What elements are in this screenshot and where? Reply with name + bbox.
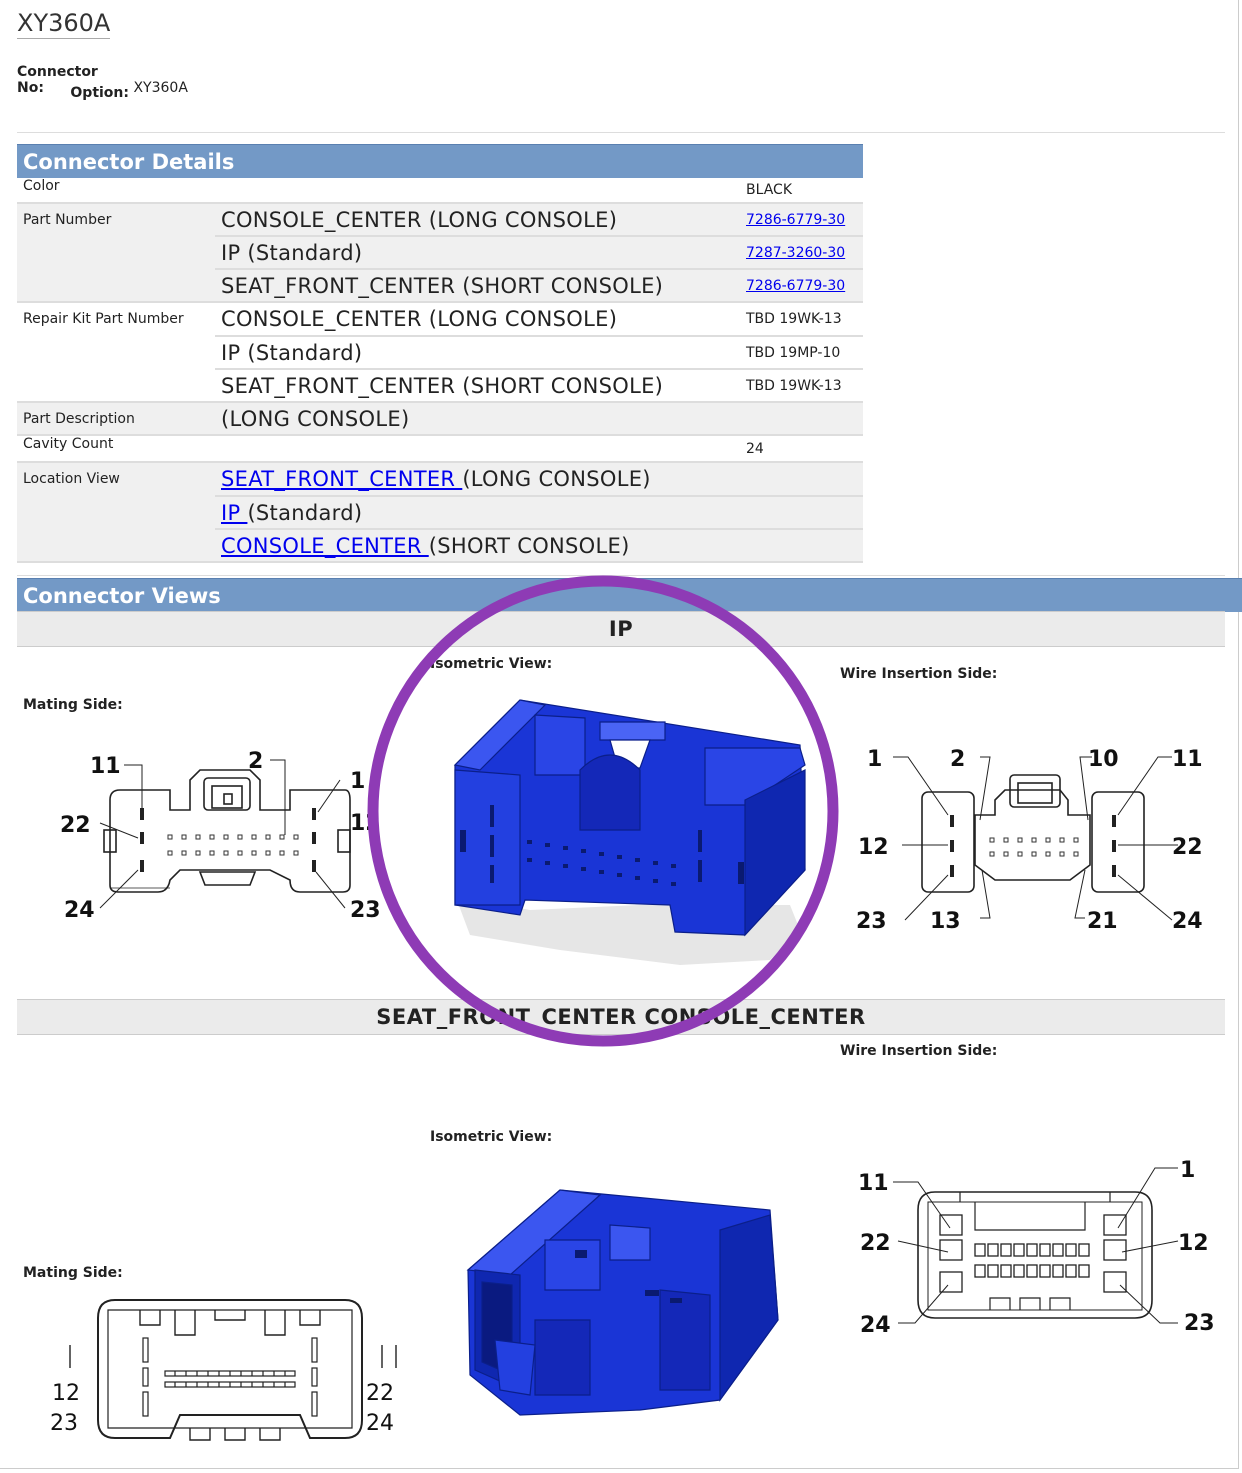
view-group-title-seat-console: SEAT_FRONT_CENTER CONSOLE_CENTER [17, 999, 1225, 1035]
repair-kit-name: CONSOLE_CENTER (LONG CONSOLE) [215, 302, 740, 336]
pin-label: 22 [60, 813, 91, 838]
location-suffix: (Standard) [247, 500, 363, 525]
part-description-value: (LONG CONSOLE) [215, 402, 740, 435]
pin-label: 1 [1180, 1158, 1196, 1183]
location-suffix: (SHORT CONSOLE) [428, 533, 630, 558]
option-label: Option: [70, 85, 129, 101]
location-view-label: Location View [17, 462, 215, 562]
part-number-name: IP (Standard) [215, 236, 740, 269]
pin-label: 13 [930, 909, 961, 934]
repair-kit-value: TBD 19WK-13 [740, 369, 863, 402]
location-link-ip[interactable]: IP [221, 500, 248, 525]
pin-label: 1 [867, 747, 883, 772]
repair-kit-name: IP (Standard) [215, 336, 740, 369]
repair-kit-value: TBD 19WK-13 [740, 302, 863, 336]
isometric-view-label: Isometric View: [430, 1129, 553, 1145]
pin-label: 12 [1178, 1231, 1209, 1256]
pin-label: 23 [856, 909, 887, 934]
part-number-label: Part Number [17, 203, 215, 302]
connector-no-label: Connector No: [17, 64, 98, 96]
pin-label: 23 [1184, 1311, 1215, 1336]
part-number-link[interactable]: 7286-6779-30 [746, 211, 846, 228]
pin-label: 11 [858, 1171, 889, 1196]
connector-views-header: Connector Views [17, 578, 1242, 612]
cavity-count-label: Cavity Count [17, 435, 215, 462]
pin-label: 12 [350, 811, 381, 836]
pin-label: 23 [50, 1411, 78, 1436]
location-link-console-center[interactable]: CONSOLE_CENTER [221, 533, 429, 558]
pin-label: 1 [350, 769, 366, 794]
isometric-view-label: Isometric View: [430, 656, 553, 672]
color-label: Color [17, 178, 215, 203]
pin-label: 11 [1172, 747, 1203, 772]
connector-no-value: XY360A [133, 80, 188, 96]
pin-label: 22 [366, 1381, 394, 1406]
pin-label: 22 [1172, 835, 1203, 860]
pin-label: 24 [1172, 909, 1203, 934]
part-number-link[interactable]: 7287-3260-30 [746, 244, 846, 261]
pin-label: 11 [90, 754, 121, 779]
repair-kit-label: Repair Kit Part Number [17, 302, 215, 402]
part-number-name: CONSOLE_CENTER (LONG CONSOLE) [215, 203, 740, 236]
part-description-label: Part Description [17, 402, 215, 435]
pin-label: 2 [950, 747, 966, 772]
pin-label: 12 [858, 835, 889, 860]
pin-label: 24 [860, 1313, 891, 1338]
wire-insertion-side-label: Wire Insertion Side: [840, 666, 998, 682]
wire-insertion-side-label: Wire Insertion Side: [840, 1043, 998, 1059]
pin-label: 24 [64, 898, 95, 923]
page-title: XY360A [17, 9, 111, 37]
part-number-link[interactable]: 7286-6779-30 [746, 277, 846, 294]
pin-label: 22 [860, 1231, 891, 1256]
mating-side-label: Mating Side: [23, 697, 123, 713]
pin-label: 24 [366, 1411, 394, 1436]
repair-kit-value: TBD 19MP-10 [740, 336, 863, 369]
cavity-count-value: 24 [740, 435, 863, 462]
pin-label: 12 [52, 1381, 80, 1406]
pin-label: 21 [1087, 909, 1118, 934]
location-suffix: (LONG CONSOLE) [462, 467, 651, 491]
mating-side-label: Mating Side: [23, 1265, 123, 1281]
pin-label: 2 [248, 749, 264, 774]
color-value: BLACK [740, 178, 863, 203]
location-link-seat-front-center[interactable]: SEAT_FRONT_CENTER [221, 467, 463, 491]
pin-label: 10 [1088, 747, 1119, 772]
connector-details-header: Connector Details [17, 144, 863, 178]
part-number-name: SEAT_FRONT_CENTER (SHORT CONSOLE) [215, 269, 740, 302]
repair-kit-name: SEAT_FRONT_CENTER (SHORT CONSOLE) [215, 369, 740, 402]
view-group-title-ip: IP [17, 611, 1225, 647]
pin-label: 23 [350, 898, 381, 923]
